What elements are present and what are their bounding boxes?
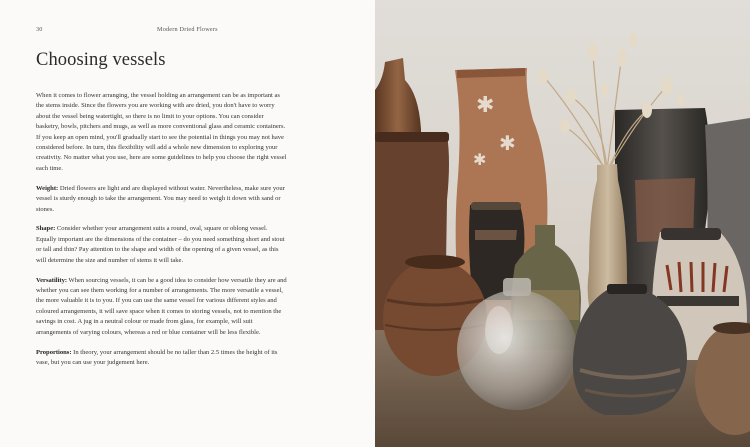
- guideline-versatility: [36, 276, 288, 338]
- svg-text:✱: ✱: [499, 131, 516, 155]
- pottery-vessels-with-dried-flowers-photo: [375, 0, 750, 447]
- guideline-shape: [36, 224, 288, 266]
- svg-text:✱: ✱: [473, 150, 487, 169]
- svg-text:✱: ✱: [476, 93, 495, 118]
- right-page-photo: [375, 0, 750, 447]
- guideline-term: Weight:: [36, 184, 59, 192]
- guideline-weight: [36, 184, 288, 215]
- book-title: Modern Dried Flowers: [157, 26, 218, 33]
- guideline-text: Dried flowers are light and are displayed without water. Nevertheless, make sure your vessel is sturdy enough to take the arrangement. You may need to weigh it down with sand or stones.: [36, 184, 285, 213]
- guideline-term: Versatility:: [36, 276, 68, 284]
- guideline-proportions: [36, 348, 288, 369]
- guideline-text: When sourcing vessels, it can be a good idea to consider how versatile they are and whether you can see them working for a number of arrangements. The more versatile a vessel, the more valuable it is to you. If you can use the same vessel for various different styles and coloured arrangements, it will save space when it comes to storing vessels, not to mention the savings in cost. A jug in a neutral colour or made from glass, for example, will suit arrangements of varying colours, whereas a red or blue container will be less flexible.: [36, 276, 287, 336]
- guideline-text: Consider whether your arrangement suits a round, oval, square or oblong vessel. Equally important are the dimensions of the container – do you need something short and stout or tall and thin? Pay attention to the shape and width of the opening of a given vessel, as this will determine the size and number of stems it will take.: [36, 225, 285, 264]
- page-title: Choosing vessels: [36, 50, 166, 70]
- intro-paragraph: When it comes to flower arranging, the vessel holding an arrangement can be as important as the stems inside. Since the flowers you are working with are dried, you don't have to worry about the vessel being watertight, so there is no limit to your options. You can consider basketry, bowls, pitchers and mugs, as well as more conventional glass and ceramic containers. If you keep an open mind, you'll gradually start to see the potential in things you may not have considered before. In turn, this flexibility will add a whole new dimension to exploring your creativity. No matter what you use, here are some guidelines to help you choose the right vessel each time.: [36, 92, 287, 172]
- guideline-term: Proportions:: [36, 348, 72, 356]
- page-number: 30: [36, 26, 43, 33]
- guideline-term: Shape:: [36, 225, 56, 233]
- guideline-text: In theory, your arrangement should be no taller than 2.5 times the height of its vase, but you can use your judgement here.: [36, 348, 278, 366]
- body-text: [36, 91, 288, 378]
